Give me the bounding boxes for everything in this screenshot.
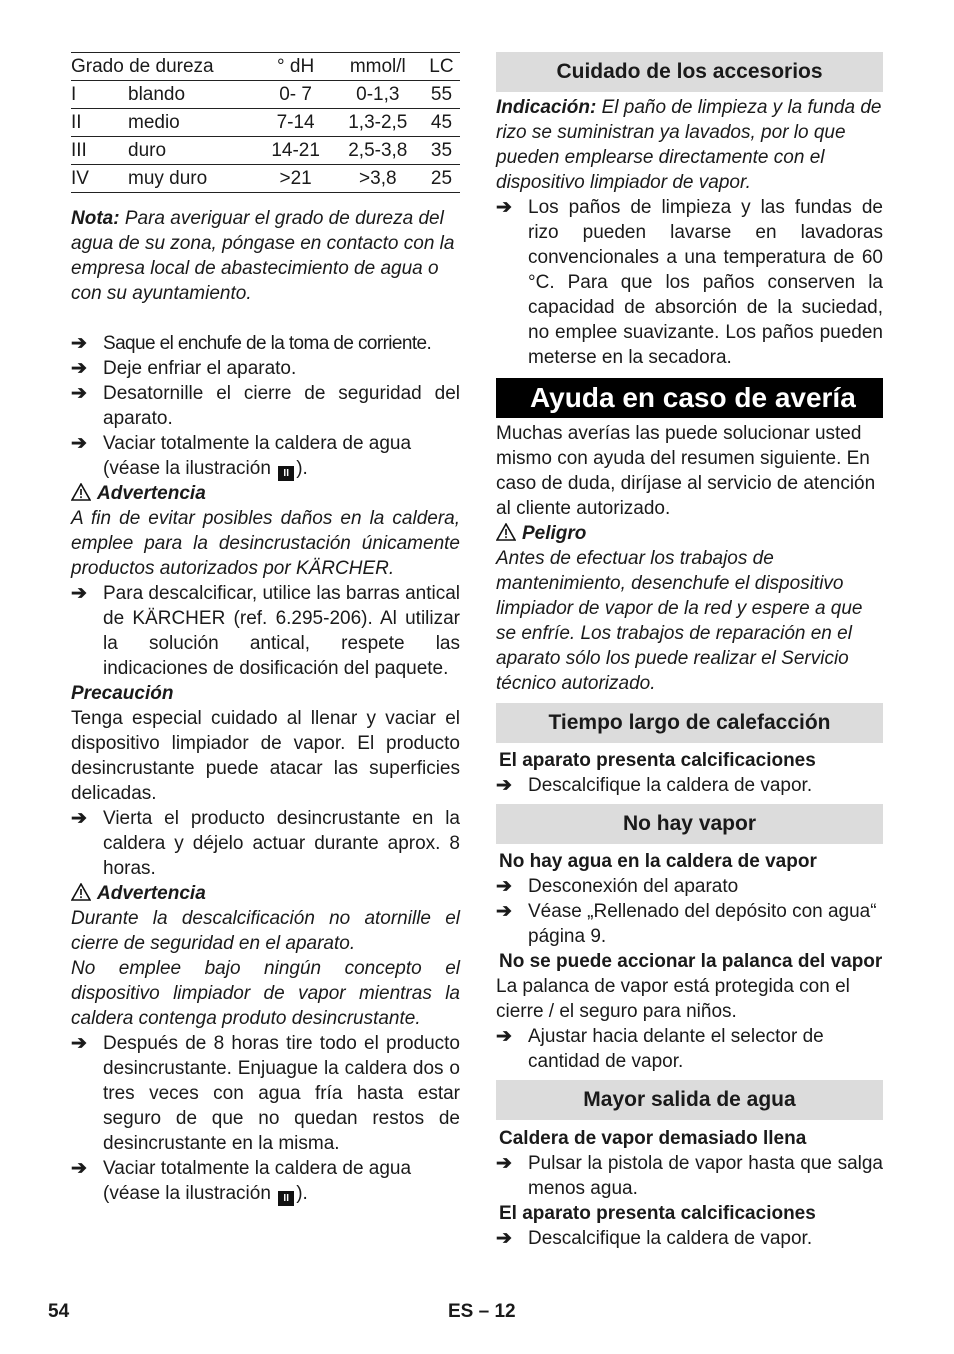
step-wash-cloths: Los paños de limpieza y las fundas de rizo pueden lavarse en lavadoras convencionales a una temperatura de 60 °C. Para que los paños conserven la capacidad de absorción de la suciedad, no emplee suavizante. Los paños pueden meterse en la secadora. xyxy=(528,197,883,368)
subheading-boiler-full: Caldera de vapor demasiado llena xyxy=(499,1128,807,1149)
table-row xyxy=(71,109,460,137)
table-cell: blando xyxy=(128,81,259,109)
arrow-icon: ➔ xyxy=(496,197,512,218)
section-page-number: ES – 12 xyxy=(448,1301,516,1322)
indicacion-text: El paño de limpieza y la funda de rizo se suministran ya lavados, por lo que pueden emplearse directamente con el dispositivo limpiador de vapor. xyxy=(496,97,882,193)
table-cell: 0- 7 xyxy=(259,81,333,109)
step-unscrew-cap: Desatornille el cierre de seguridad del aparato. xyxy=(103,383,460,429)
left-column xyxy=(71,52,460,1206)
step-antical: Para descalcificar, utilice las barras antical de KÄRCHER (ref. 6.295-206). Al utilizar la solución antical, respete las indicaciones de dosificación del paquete. xyxy=(103,583,460,679)
chapter-intro: Muchas averías las puede solucionar usted mismo con ayuda del resumen siguiente. En caso de duda, diríjase al servicio de atención al cliente autorizado. xyxy=(496,423,876,519)
section-heading-water-output: Mayor salida de agua xyxy=(496,1080,883,1120)
table-cell: 1,3-2,5 xyxy=(333,109,423,137)
step-empty-boiler: Vaciar totalmente la caldera de agua (véase la ilustración xyxy=(103,433,412,479)
table-cell: I xyxy=(71,81,128,109)
table-cell: III xyxy=(71,137,128,165)
list-item xyxy=(496,899,883,949)
list-item xyxy=(71,581,460,681)
warning-triangle-icon xyxy=(496,523,516,541)
table-row xyxy=(71,165,460,193)
nota-text: Para averiguar el grado de dureza del agua de su zona, póngase en contacto con la empresa local de abastecimiento de agua o con su ayuntamiento. xyxy=(71,208,455,304)
header-mmol: mmol/l xyxy=(333,53,423,81)
arrow-icon: ➔ xyxy=(71,583,87,604)
list-item xyxy=(71,331,460,356)
table-cell: 14-21 xyxy=(259,137,333,165)
warning-title: Advertencia xyxy=(97,883,206,904)
list-item xyxy=(71,356,460,381)
warning-text-2a: Durante la descalcificación no atornille el cierre de seguridad en el aparato. xyxy=(71,908,460,954)
step-descale-boiler: Descalcifique la caldera de vapor. xyxy=(528,775,813,796)
list-item xyxy=(496,1024,883,1074)
warning-text-1: A fin de evitar posibles daños en la caldera, emplee para la desincrustación únicamente productos autorizados por KÄRCHER. xyxy=(71,508,460,579)
warning-triangle-icon xyxy=(71,883,91,901)
step-unplug: Saque el enchufe de la toma de corriente. xyxy=(103,333,432,354)
step-see-refill: Véase „Rellenado del depósito con agua“ página 9. xyxy=(528,901,877,947)
subheading-calcification: El aparato presenta calcificaciones xyxy=(499,750,816,771)
right-column xyxy=(496,52,883,1251)
arrow-icon: ➔ xyxy=(71,333,87,354)
list-item xyxy=(496,874,883,899)
table-cell: 25 xyxy=(423,165,460,193)
water-hardness-table xyxy=(71,52,460,193)
step-descale-boiler-2: Descalcifique la caldera de vapor. xyxy=(528,1228,813,1249)
step-pour-descaler: Vierta el producto desincrustante en la caldera y déjelo actuar durante aprox. 8 horas. xyxy=(103,808,460,879)
table-cell: 0-1,3 xyxy=(333,81,423,109)
warning-heading-2 xyxy=(71,881,460,906)
table-cell: 35 xyxy=(423,137,460,165)
arrow-icon: ➔ xyxy=(496,901,512,922)
header-dh: ° dH xyxy=(259,53,333,81)
arrow-icon: ➔ xyxy=(496,1026,512,1047)
arrow-icon: ➔ xyxy=(496,1228,512,1249)
table-cell: 55 xyxy=(423,81,460,109)
caution-heading: Precaución xyxy=(71,683,174,704)
table-cell: >21 xyxy=(259,165,333,193)
section-heading-no-steam: No hay vapor xyxy=(496,804,883,844)
table-cell: medio xyxy=(128,109,259,137)
table-cell: 7-14 xyxy=(259,109,333,137)
indicacion-paragraph xyxy=(496,95,883,195)
step-empty-boiler-2-end: ). xyxy=(296,1183,308,1204)
table-cell: duro xyxy=(128,137,259,165)
arrow-icon: ➔ xyxy=(496,876,512,897)
section-heading-accessories: Cuidado de los accesorios xyxy=(496,52,883,92)
illustration-ref-icon: II xyxy=(278,1191,294,1206)
arrow-icon: ➔ xyxy=(71,1033,87,1054)
table-row xyxy=(71,81,460,109)
list-item xyxy=(496,1226,883,1251)
subheading-steam-lever: No se puede accionar la palanca del vapor xyxy=(499,951,883,972)
illustration-ref-icon: II xyxy=(278,466,294,481)
list-item xyxy=(496,773,883,798)
arrow-icon: ➔ xyxy=(496,775,512,796)
table-header-row xyxy=(71,53,460,81)
step-switch-off: Desconexión del aparato xyxy=(528,876,739,897)
step-adjust-selector: Ajustar hacia delante el selector de cantidad de vapor. xyxy=(528,1026,824,1072)
step-empty-boiler-2: Vaciar totalmente la caldera de agua (véase la ilustración xyxy=(103,1158,412,1204)
warning-text-2b: No emplee bajo ningún concepto el dispositivo limpiador de vapor mientras la caldera contenga produto desincrustante. xyxy=(71,958,460,1029)
steam-lever-text: La palanca de vapor está protegida con el cierre / el seguro para niños. xyxy=(496,976,850,1022)
table-cell: muy duro xyxy=(128,165,259,193)
danger-text: Antes de efectuar los trabajos de mantenimiento, desenchufe el dispositivo limpiador de vapor de la red y espere a que se enfríe. Los trabajos de reparación en el aparato sólo los puede realizar el Servicio técnico autorizado. xyxy=(496,548,863,694)
arrow-icon: ➔ xyxy=(71,1158,87,1179)
chapter-title: Ayuda en caso de avería xyxy=(496,378,883,418)
header-hardness-grade: Grado de dureza xyxy=(71,53,259,81)
arrow-icon: ➔ xyxy=(496,1153,512,1174)
step-press-gun: Pulsar la pistola de vapor hasta que salga menos agua. xyxy=(528,1153,883,1199)
table-cell: IV xyxy=(71,165,128,193)
header-lc: LC xyxy=(423,53,460,81)
list-item xyxy=(496,195,883,370)
arrow-icon: ➔ xyxy=(71,433,87,454)
section-heading-heating: Tiempo largo de calefacción xyxy=(496,703,883,743)
table-cell: >3,8 xyxy=(333,165,423,193)
list-item xyxy=(71,1156,460,1206)
list-item xyxy=(71,381,460,431)
step-empty-boiler-end: ). xyxy=(296,458,308,479)
table-row xyxy=(71,137,460,165)
table-cell: 2,5-3,8 xyxy=(333,137,423,165)
indicacion-label: Indicación: xyxy=(496,97,597,118)
page-number: 54 xyxy=(48,1301,70,1322)
step-discard-descaler: Después de 8 horas tire todo el producto desincrustante. Enjuague la caldera dos o tres veces con agua fría hasta estar seguro de que no quedan restos de desincrustante en la misma. xyxy=(103,1033,460,1154)
danger-heading xyxy=(496,521,883,546)
list-item xyxy=(496,1151,883,1201)
list-item xyxy=(71,1031,460,1156)
caution-text: Tenga especial cuidado al llenar y vaciar el dispositivo limpiador de vapor. El producto desincrustante puede atacar las superficies delicadas. xyxy=(71,708,460,804)
nota-label: Nota: xyxy=(71,208,120,229)
warning-title: Advertencia xyxy=(97,483,206,504)
arrow-icon: ➔ xyxy=(71,383,87,404)
warning-heading-1 xyxy=(71,481,460,506)
table-cell: 45 xyxy=(423,109,460,137)
nota-paragraph xyxy=(71,206,460,306)
step-cool-down: Deje enfriar el aparato. xyxy=(103,358,297,379)
arrow-icon: ➔ xyxy=(71,808,87,829)
danger-title: Peligro xyxy=(522,523,587,544)
warning-triangle-icon xyxy=(71,483,91,501)
list-item xyxy=(71,431,460,481)
subheading-no-water: No hay agua en la caldera de vapor xyxy=(499,851,817,872)
list-item xyxy=(71,806,460,881)
arrow-icon: ➔ xyxy=(71,358,87,379)
subheading-calcification-2: El aparato presenta calcificaciones xyxy=(499,1203,816,1224)
table-cell: II xyxy=(71,109,128,137)
